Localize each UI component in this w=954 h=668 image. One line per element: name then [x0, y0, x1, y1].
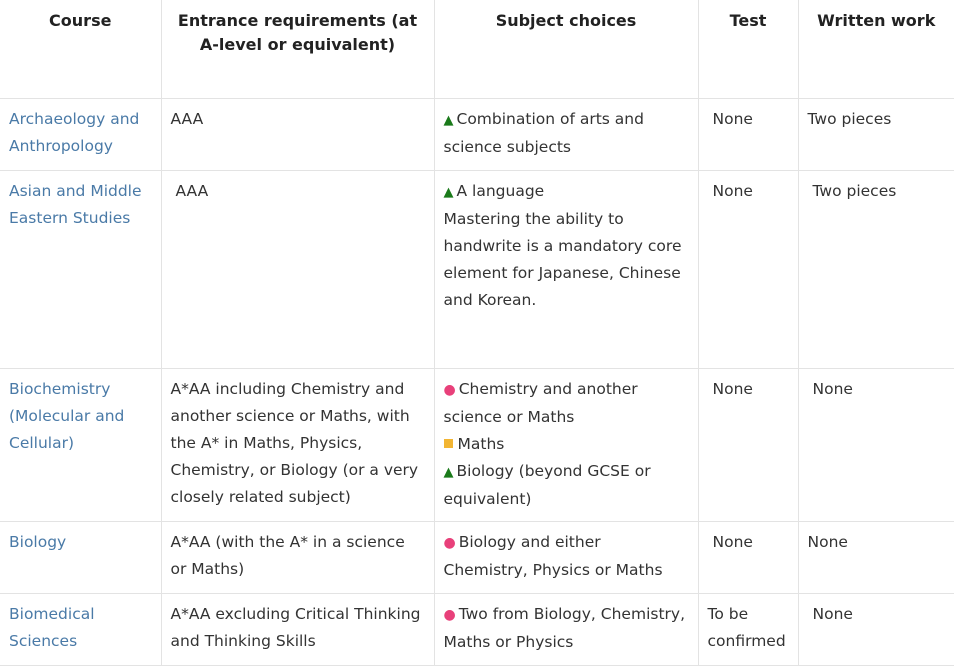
subject-choice — [444, 431, 689, 458]
subjects-cell — [434, 593, 698, 665]
entrance-cell: AAA — [161, 98, 434, 170]
subject-choice-text: Chemistry and another science or Maths — [443, 379, 638, 426]
test-cell: None — [698, 368, 798, 521]
subject-choice-text: A language — [456, 181, 545, 200]
subjects-cell — [434, 368, 698, 521]
subject-choice-note: Mastering the ability to handwrite is a mandatory core element for Japanese, Chinese and Korean. — [443, 209, 682, 309]
subject-choice — [444, 178, 689, 206]
written-cell: Two pieces — [798, 98, 954, 170]
pink-circle-icon: ● — [443, 606, 456, 623]
header-entrance-requirements: Entrance requirements (at A-level or equivalent) — [161, 0, 434, 98]
subject-choice — [444, 458, 689, 513]
subject-choice-text: Biology and either Chemistry, Physics or Maths — [443, 532, 663, 579]
written-cell: None — [798, 521, 954, 593]
course-link[interactable]: Archaeology and Anthropology — [9, 109, 140, 155]
course-link[interactable]: Asian and Middle Eastern Studies — [9, 181, 142, 227]
written-cell: None — [798, 593, 954, 665]
table-row — [0, 170, 954, 368]
course-cell — [0, 593, 161, 665]
table-row — [0, 521, 954, 593]
table-row — [0, 368, 954, 521]
written-cell: Two pieces — [798, 170, 954, 368]
subject-choice-text: Maths — [457, 434, 505, 453]
subject-choice — [444, 376, 689, 431]
entrance-cell: A*AA including Chemistry and another science or Maths, with the A* in Maths, Physics, Chemistry, or Biology (or a very closely related subject) — [161, 368, 434, 521]
subject-choice — [444, 529, 689, 584]
subject-choice-text: Two from Biology, Chemistry, Maths or Physics — [443, 604, 685, 651]
orange-square-icon — [444, 439, 453, 448]
subject-choice-text: Biology (beyond GCSE or equivalent) — [443, 461, 651, 508]
course-cell — [0, 98, 161, 170]
header-course: Course — [0, 0, 161, 98]
course-link[interactable]: Biomedical Sciences — [9, 604, 95, 650]
course-cell — [0, 170, 161, 368]
course-cell — [0, 368, 161, 521]
test-cell: None — [698, 170, 798, 368]
entrance-cell: AAA — [161, 170, 434, 368]
header-test: Test — [698, 0, 798, 98]
subjects-cell — [434, 521, 698, 593]
course-link[interactable]: Biology — [9, 532, 67, 551]
table-row — [0, 593, 954, 665]
table-row — [0, 98, 954, 170]
written-cell: None — [798, 368, 954, 521]
test-cell: None — [698, 98, 798, 170]
subject-choice — [444, 106, 689, 161]
header-written-work: Written work — [798, 0, 954, 98]
course-link[interactable]: Biochemistry (Molecular and Cellular) — [9, 379, 125, 452]
entrance-cell: A*AA (with the A* in a science or Maths) — [161, 521, 434, 593]
test-cell: To be confirmed — [698, 593, 798, 665]
header-subject-choices: Subject choices — [434, 0, 698, 98]
pink-circle-icon: ● — [443, 534, 456, 551]
green-triangle-icon: ▲ — [443, 184, 454, 200]
entrance-cell: A*AA excluding Critical Thinking and Thinking Skills — [161, 593, 434, 665]
subject-choice — [444, 601, 689, 656]
green-triangle-icon: ▲ — [443, 112, 454, 128]
subjects-cell — [434, 98, 698, 170]
subjects-cell — [434, 170, 698, 368]
green-triangle-icon: ▲ — [443, 464, 454, 480]
subject-choice-text: Combination of arts and science subjects — [443, 109, 644, 156]
table-header-row — [0, 0, 954, 98]
test-cell: None — [698, 521, 798, 593]
pink-circle-icon: ● — [443, 381, 456, 398]
course-cell — [0, 521, 161, 593]
